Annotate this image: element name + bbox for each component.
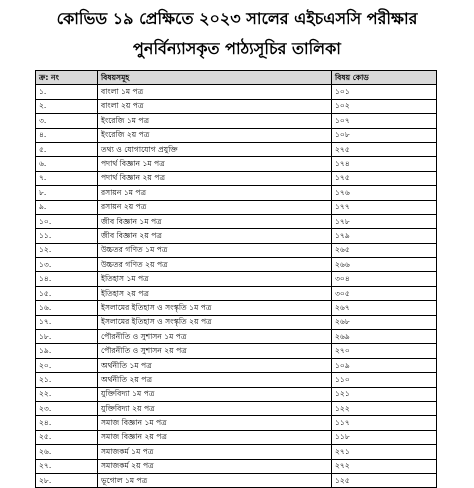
code-cell: ১৭৮ xyxy=(332,214,437,228)
code-cell: ৩০৪ xyxy=(332,272,437,286)
subject-cell: উচ্চতর গণিত ২য় পত্র xyxy=(98,258,332,272)
subject-cell: রসায়ন ২য় পত্র xyxy=(98,200,332,214)
subject-cell: সমাজকর্ম ২য় পত্র xyxy=(98,459,332,473)
code-cell: ২৬৯ xyxy=(332,330,437,344)
subject-cell: ইতিহাস ১ম পত্র xyxy=(98,272,332,286)
serial-cell: ৬. xyxy=(36,157,98,171)
table-row xyxy=(36,243,437,257)
code-cell: ১৭৪ xyxy=(332,157,437,171)
serial-cell: ২৪. xyxy=(36,416,98,430)
subject-cell: ইসলামের ইতিহাস ও সংস্কৃতি ২য় পত্র xyxy=(98,315,332,329)
table-row xyxy=(36,401,437,415)
serial-cell: ৮. xyxy=(36,186,98,200)
header-serial: ক্র: নং xyxy=(36,71,98,85)
table-row xyxy=(36,430,437,444)
code-cell: ১২১ xyxy=(332,387,437,401)
code-cell: ১০২ xyxy=(332,99,437,113)
code-cell: ১০৮ xyxy=(332,128,437,142)
subject-cell: পৌরনীতি ও সুশাসন ২য় পত্র xyxy=(98,344,332,358)
serial-cell: ৯. xyxy=(36,200,98,214)
serial-cell: ১৮. xyxy=(36,330,98,344)
subject-cell: সমাজকর্ম ১ম পত্র xyxy=(98,445,332,459)
document-subtitle: পুনর্বিন্যাসকৃত পাঠ্যসূচির তালিকা xyxy=(133,39,341,58)
code-cell: ৩০৫ xyxy=(332,286,437,300)
serial-cell: ১. xyxy=(36,85,98,99)
serial-cell: ৩. xyxy=(36,114,98,128)
table-row xyxy=(36,200,437,214)
code-cell: ১১০ xyxy=(332,373,437,387)
serial-cell: ২৩. xyxy=(36,401,98,415)
code-cell: ২৬৫ xyxy=(332,243,437,257)
table-row xyxy=(36,258,437,272)
code-cell: ১৭৬ xyxy=(332,186,437,200)
subject-table xyxy=(35,70,437,488)
serial-cell: ৪. xyxy=(36,128,98,142)
table-row xyxy=(36,373,437,387)
subject-cell: যুক্তিবিদ্যা ২য় পত্র xyxy=(98,401,332,415)
subject-cell: ইংরেজি ২য় পত্র xyxy=(98,128,332,142)
subject-cell: যুক্তিবিদ্যা ১ম পত্র xyxy=(98,387,332,401)
code-cell: ১২২ xyxy=(332,401,437,415)
serial-cell: ২২. xyxy=(36,387,98,401)
serial-cell: ২. xyxy=(36,99,98,113)
serial-cell: ১১. xyxy=(36,229,98,243)
code-cell: ১০৯ xyxy=(332,358,437,372)
table-row xyxy=(36,214,437,228)
serial-cell: ২৮. xyxy=(36,473,98,487)
subject-cell: পৌরনীতি ও সুশাসন ১ম পত্র xyxy=(98,330,332,344)
subject-cell: ইংরেজি ১ম পত্র xyxy=(98,114,332,128)
header-subject: বিষয়সমূহ xyxy=(98,71,332,85)
serial-cell: ১৭. xyxy=(36,315,98,329)
table-row xyxy=(36,229,437,243)
serial-cell: ১৫. xyxy=(36,286,98,300)
subject-cell: পদার্থ বিজ্ঞান ১ম পত্র xyxy=(98,157,332,171)
table-row xyxy=(36,142,437,156)
serial-cell: ১৩. xyxy=(36,258,98,272)
table-row xyxy=(36,171,437,185)
code-cell: ১৭৯ xyxy=(332,229,437,243)
document-title: কোভিড ১৯ প্রেক্ষিতে ২০২৩ সালের এইচএসসি পরীক্ষার xyxy=(56,9,418,28)
table-row xyxy=(36,358,437,372)
subject-cell: জীব বিজ্ঞান ১ম পত্র xyxy=(98,214,332,228)
subject-cell: পদার্থ বিজ্ঞান ২য় পত্র xyxy=(98,171,332,185)
code-cell: ১২৫ xyxy=(332,473,437,487)
subject-cell: ইতিহাস ২য় পত্র xyxy=(98,286,332,300)
subject-cell: অর্থনীতি ১ম পত্র xyxy=(98,358,332,372)
code-cell: ১৭৫ xyxy=(332,171,437,185)
table-row xyxy=(36,186,437,200)
table-row xyxy=(36,272,437,286)
code-cell: ১০৭ xyxy=(332,114,437,128)
serial-cell: ২৬. xyxy=(36,445,98,459)
code-cell: ২৬৭ xyxy=(332,301,437,315)
table-row xyxy=(36,301,437,315)
subject-cell: ভূগোল ১ম পত্র xyxy=(98,473,332,487)
table-row xyxy=(36,330,437,344)
subject-cell: রসায়ন ১ম পত্র xyxy=(98,186,332,200)
serial-cell: ১০. xyxy=(36,214,98,228)
serial-cell: ১৯. xyxy=(36,344,98,358)
subject-cell: সমাজ বিজ্ঞান ১ম পত্র xyxy=(98,416,332,430)
code-cell: ২৭০ xyxy=(332,344,437,358)
subject-cell: সমাজ বিজ্ঞান ২য় পত্র xyxy=(98,430,332,444)
table-row xyxy=(36,459,437,473)
table-body xyxy=(36,85,437,488)
table-row xyxy=(36,157,437,171)
serial-cell: ১৪. xyxy=(36,272,98,286)
header-code: বিষয় কোড xyxy=(332,71,437,85)
serial-cell: ২৫. xyxy=(36,430,98,444)
subject-cell: বাংলা ২য় পত্র xyxy=(98,99,332,113)
code-cell: ১১৭ xyxy=(332,416,437,430)
table-row xyxy=(36,99,437,113)
serial-cell: ১৬. xyxy=(36,301,98,315)
table-row xyxy=(36,344,437,358)
table-row xyxy=(36,128,437,142)
code-cell: ১৭৭ xyxy=(332,200,437,214)
table-row xyxy=(36,473,437,487)
serial-cell: ৫. xyxy=(36,142,98,156)
code-cell: ১১৮ xyxy=(332,430,437,444)
subject-cell: অর্থনীতি ২য় পত্র xyxy=(98,373,332,387)
subject-cell: বাংলা ১ম পত্র xyxy=(98,85,332,99)
table-row xyxy=(36,445,437,459)
table-row xyxy=(36,416,437,430)
subject-cell: ইসলামের ইতিহাস ও সংস্কৃতি ১ম পত্র xyxy=(98,301,332,315)
code-cell: ২৭৫ xyxy=(332,142,437,156)
serial-cell: ২৭. xyxy=(36,459,98,473)
subject-cell: তথ্য ও যোগাযোগ প্রযুক্তি xyxy=(98,142,332,156)
serial-cell: ২০. xyxy=(36,358,98,372)
code-cell: ২৭২ xyxy=(332,459,437,473)
table-header-row xyxy=(36,71,437,85)
code-cell: ২৭১ xyxy=(332,445,437,459)
code-cell: ২৬৬ xyxy=(332,258,437,272)
table-row xyxy=(36,387,437,401)
subject-cell: জীব বিজ্ঞান ২য় পত্র xyxy=(98,229,332,243)
table-row xyxy=(36,114,437,128)
serial-cell: ১২. xyxy=(36,243,98,257)
code-cell: ১০১ xyxy=(332,85,437,99)
table-row xyxy=(36,315,437,329)
code-cell: ২৬৮ xyxy=(332,315,437,329)
serial-cell: ২১. xyxy=(36,373,98,387)
serial-cell: ৭. xyxy=(36,171,98,185)
subject-cell: উচ্চতর গণিত ১ম পত্র xyxy=(98,243,332,257)
table-row xyxy=(36,286,437,300)
table-row xyxy=(36,85,437,99)
